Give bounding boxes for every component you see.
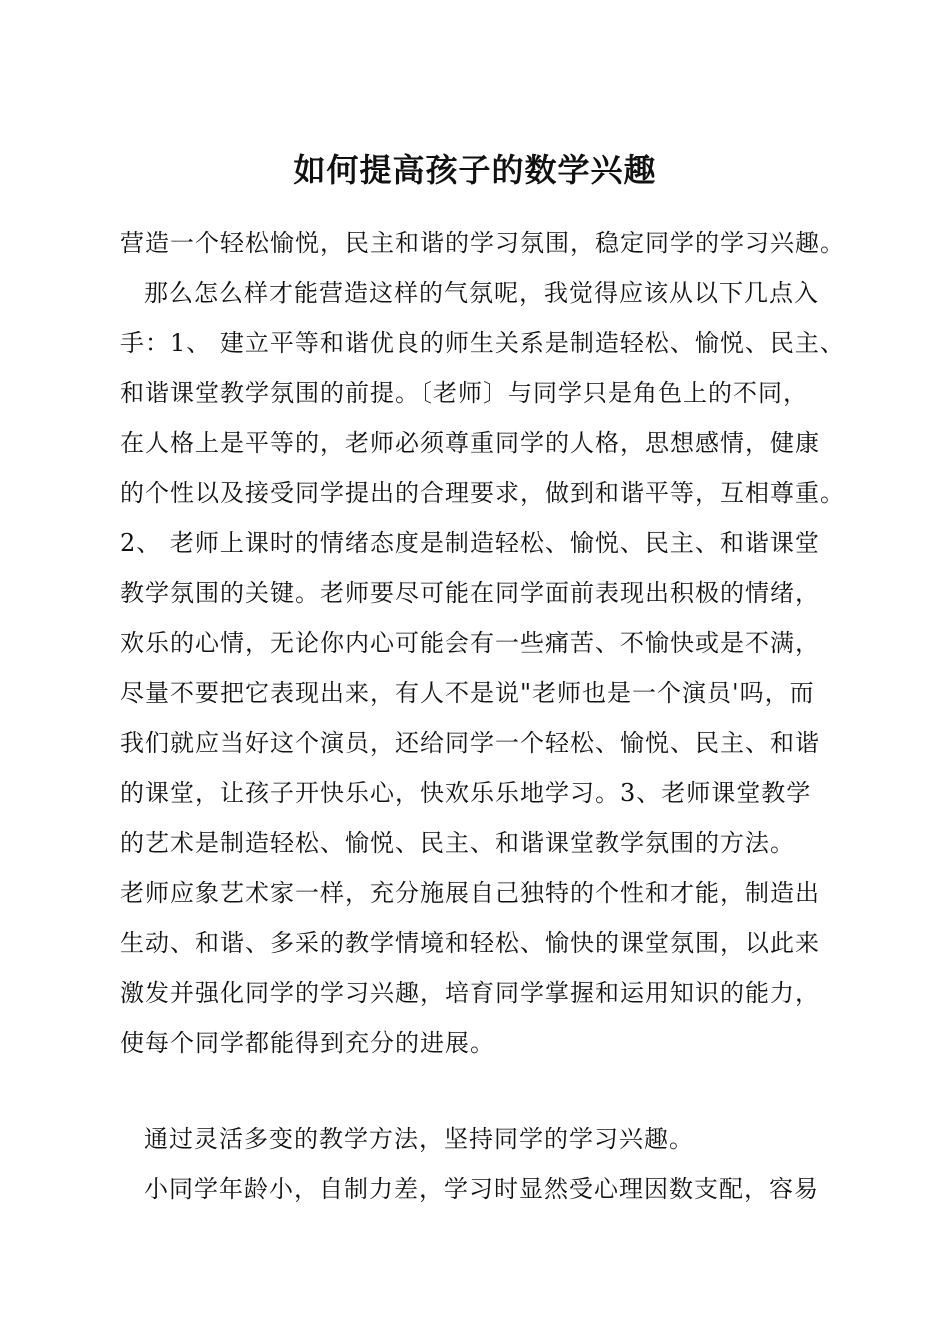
section-heading-line: 通过灵活多变的教学方法，坚持同学的学习兴趣。 [144,1125,694,1153]
text-line: 教学氛围的关键。老师要尽可能在同学面前表现出积极的情绪， [120,579,820,607]
text-line: 小同学年龄小，自制力差，学习时显然受心理因数支配，容易 [144,1175,819,1203]
text-line: 的课堂，让孩子开快乐心，快欢乐乐地学习。3、老师课堂教学 [120,779,812,807]
text-line: 2、 老师上课时的情绪态度是制造轻松、愉悦、民主、和谐课堂 [120,529,820,557]
text-line: 尽量不要把它表现出来，有人不是说"老师也是一个演员'吗，而 [120,679,815,707]
text-line: 欢乐的心情，无论你内心可能会有一些痛苦、不愉快或是不满， [120,629,820,657]
text-line: 的艺术是制造轻松、愉悦、民主、和谐课堂教学氛围的方法。 [120,829,795,857]
text-line: 营造一个轻松愉悦，民主和谐的学习氛围，稳定同学的学习兴趣。 [120,229,845,257]
text-line: 激发并强化同学的学习兴趣，培育同学掌握和运用知识的能力， [120,979,820,1007]
text-line: 手：1、 建立平等和谐优良的师生关系是制造轻松、愉悦、民主、 [120,329,845,357]
text-line: 和谐课堂教学氛围的前提。〔老师〕与同学只是角色上的不同， [120,379,808,407]
text-line: 生动、和谐、多采的教学情境和轻松、愉快的课堂氛围，以此来 [120,929,820,957]
document-title: 如何提高孩子的数学兴趣 [293,151,657,189]
text-line: 老师应象艺术家一样，充分施展自己独特的个性和才能，制造出 [120,879,820,907]
text-line: 的个性以及接受同学提出的合理要求，做到和谐平等，互相尊重。 [120,479,845,507]
text-line: 我们就应当好这个演员，还给同学一个轻松、愉悦、民主、和谐 [120,729,820,757]
text-line: 使每个同学都能得到充分的进展。 [120,1029,495,1057]
text-line: 那么怎么样才能营造这样的气氛呢，我觉得应该从以下几点入 [144,279,819,307]
text-line: 在人格上是平等的，老师必须尊重同学的人格，思想感情，健康 [120,429,820,457]
